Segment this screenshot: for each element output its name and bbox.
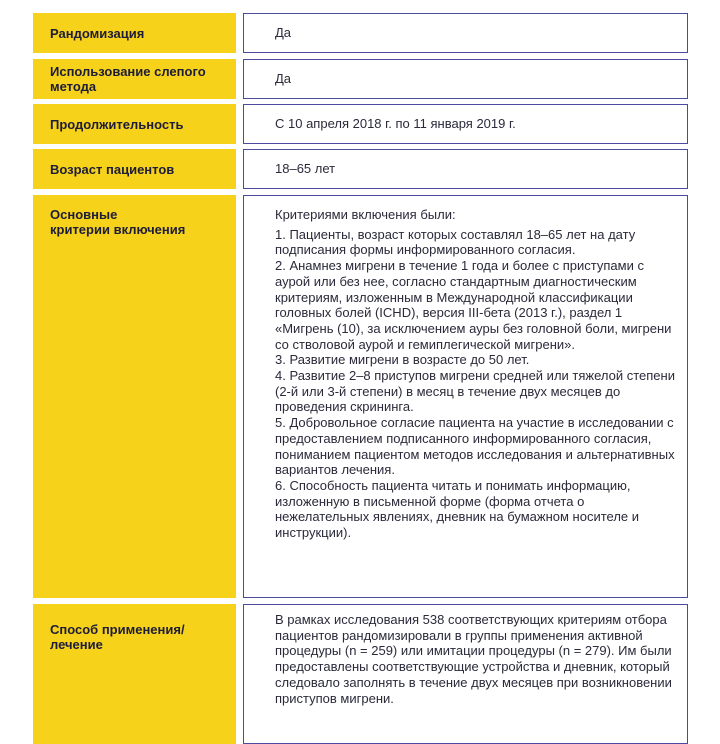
row-value: Да — [275, 25, 292, 41]
row-label: Основные критерии включения — [50, 207, 186, 237]
criteria-list — [275, 227, 677, 541]
row-label: Рандомизация — [50, 25, 145, 41]
label-randomization — [33, 13, 236, 53]
criteria-item: 2. Анамнез мигрени в течение 1 года и более с приступами с аурой или без нее, согласно стандартным диагностическим критериям, изложенным в Международной классификации головных болей (ICHD), версия III-бета (2013 г.), раздел 1 «Мигрень (10), за исключением ауры без головной боли, мигрени со стволовой аурой и гемиплегической мигрени». — [275, 258, 672, 352]
label-patient-age — [33, 149, 236, 189]
value-treatment — [243, 604, 688, 744]
value-blinding — [243, 59, 688, 99]
row-label: Способ применения/ лечение — [50, 622, 185, 652]
criteria-item: 6. Способность пациента читать и понимать информацию, изложенную в письменной форме (форма отчета о нежелательных явлениях, дневник на бумажном носителе и инструкции). — [275, 477, 640, 541]
value-inclusion-criteria — [243, 195, 688, 598]
criteria-item: 4. Развитие 2–8 приступов мигрени средней или тяжелой степени (2-й или 3-й степени) в месяц в течение двух месяцев до проведения скрининга. — [275, 368, 675, 415]
label-inclusion-criteria — [33, 195, 236, 598]
criteria-item: 5. Добровольное согласие пациента на участие в исследовании с предоставлением подписанного информированного согласия, пониманием пациентом методов исследования и альтернативных вариантов лечения. — [275, 415, 675, 478]
row-value: 18–65 лет — [275, 161, 336, 177]
treatment-text: В рамках исследования 538 соответствующих критериям отбора пациентов рандомизировали в группы применения активной процедуры (n = 259) или имитации процедуры (n = 279). Им были предоставлены соответствующие устройства и дневник, который следовало заполнять в течение двух месяцев при возникновении приступов мигрени. — [275, 612, 672, 706]
row-label: Продолжительность — [50, 116, 184, 132]
value-randomization — [243, 13, 688, 53]
criteria-item: 3. Развитие мигрени в возрасте до 50 лет. — [275, 352, 530, 368]
label-treatment — [33, 604, 236, 744]
row-value: Да — [275, 71, 292, 87]
label-blinding — [33, 59, 236, 99]
criteria-intro: Критериями включения были: — [275, 207, 456, 222]
row-label: Использование слепого метода — [50, 64, 206, 94]
criteria-item: 1. Пациенты, возраст которых составлял 18–65 лет на дату подписания формы информированного согласия. — [275, 226, 636, 258]
value-patient-age — [243, 149, 688, 189]
row-value: С 10 апреля 2018 г. по 11 января 2019 г. — [275, 116, 516, 132]
label-duration — [33, 104, 236, 144]
row-label: Возраст пациентов — [50, 161, 175, 177]
value-duration — [243, 104, 688, 144]
